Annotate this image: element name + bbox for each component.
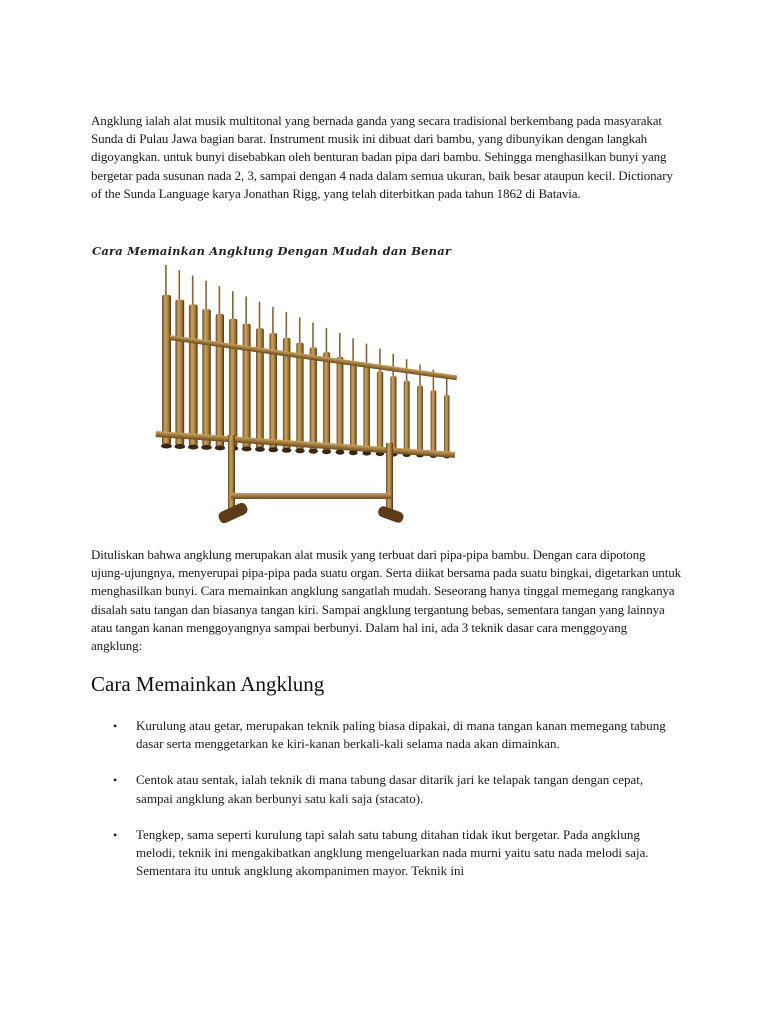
bamboo-tube <box>162 295 171 445</box>
bamboo-tube <box>243 324 251 448</box>
frame-leg-right <box>386 443 393 515</box>
bamboo-tube-base <box>242 446 252 451</box>
intro-paragraph: Angklung ialah alat musik multitonal yang bernada ganda yang secara tradisional berkembang pada masyarakat Sunda di Pulau Jawa bagian barat. Instrument musik ini dibuat dari bambu, yang dibunyikan dengan langkah digoyangkan. untuk bunyi disebabkan oleh benturan badan pipa dari bambu. Sehingga menghasilkan bunyi yang bergetar pada susunan nada 2, 3, sampai dengan 4 nada dalam semua ukuran, baik besar ataupun kecil. Dictionary of the Sunda Language karya Jonathan Rigg, yang telah diterbitkan pada tahun 1862 di Batavia. <box>91 113 673 201</box>
bamboo-tube <box>337 357 344 451</box>
bamboo-tube <box>417 386 423 455</box>
bamboo-tube-base <box>282 448 292 453</box>
list-item-text: Tengkep, sama seperti kurulung tapi salah satu tabung ditahan tidak ikut bergetar. Pada angklung melodi, teknik ini mengakibatkan angklung mengeluarkan nada murni yaitu satu nada melodi saja. Sementara itu untuk angklung akompanimen mayor. Teknik ini <box>136 826 649 879</box>
description-paragraph: Dituliskan bahwa angklung merupakan alat musik yang terbuat dari pipa-pipa bambu. Dengan cara dipotong ujung-ujungnya, menyerupai pipa-pipa pada suatu organ. Serta diikat bersama pada suatu bingkai, digetarkan untuk menghasilkan bunyi. Cara memainkan angklung sangatlah mudah. Seseorang hanya tinggal memegang rangkanya disalah satu tangan dan biasanya tangan kiri. Sampai angklung tergantung bebas, sementara tangan yang lainnya atau tangan kanan menggoyangnya sampai berbunyi. Dalam hal ini, ada 3 teknik dasar cara menggoyang angklung: <box>91 547 682 654</box>
bamboo-tube-tip <box>179 270 181 300</box>
list-item <box>91 717 681 753</box>
section-heading: Cara Memainkan Angklung <box>91 672 325 696</box>
bamboo-tube-tip <box>339 333 341 357</box>
bamboo-tube <box>216 314 224 447</box>
bamboo-tube-tip <box>245 296 247 323</box>
list-item <box>91 771 681 807</box>
bullet-icon: • <box>113 827 118 842</box>
technique-list <box>91 717 681 898</box>
bamboo-tube-base <box>215 445 225 450</box>
frame-leg-left <box>228 435 235 515</box>
bamboo-tube <box>323 352 330 451</box>
bamboo-tube <box>202 309 211 446</box>
bamboo-tube-base <box>295 448 304 453</box>
figure-caption: Cara Memainkan Angklung Dengan Mudah dan Benar <box>92 244 452 258</box>
bamboo-tube-tip <box>326 328 328 352</box>
bamboo-tube-base <box>322 449 331 454</box>
list-item-text: Centok atau sentak, ialah teknik di mana tabung dasar ditarik jari ke telapak tangan dengan cepat, sampai angklung akan berbunyi satu kali saja (stacato). <box>136 772 644 806</box>
bamboo-tube-tip <box>272 307 274 333</box>
bamboo-tubes <box>161 265 451 459</box>
list-item <box>91 826 681 881</box>
bamboo-tube <box>444 395 450 455</box>
bamboo-tube-tip <box>286 312 288 338</box>
bamboo-tube-tip <box>352 338 354 361</box>
list-item-text: Kurulung atau getar, merupakan teknik paling biasa dipakai, di mana tangan kanan memegang tabung dasar serta menggetarkan ke kiri-kanan berkali-kali selama nada akan dimainkan. <box>136 718 666 752</box>
bamboo-tube <box>350 362 357 452</box>
frame-rail-bottom <box>156 431 456 458</box>
bamboo-tube-base <box>255 447 265 452</box>
bamboo-tube-tip <box>299 317 301 342</box>
bamboo-tube-tip <box>192 276 194 305</box>
bamboo-tube-tip <box>312 323 314 348</box>
bamboo-tube-base <box>188 445 199 450</box>
bullet-icon: • <box>113 719 118 733</box>
bamboo-tube <box>256 328 264 448</box>
bamboo-tube-tip <box>232 291 234 319</box>
bamboo-tube-base <box>269 447 279 452</box>
bamboo-tube-tip <box>165 265 167 295</box>
bamboo-tube <box>189 305 198 446</box>
bamboo-tube-base <box>309 449 318 454</box>
bamboo-tube <box>310 347 317 450</box>
bamboo-tube-tip <box>219 286 221 314</box>
bamboo-tube-tip <box>259 302 261 329</box>
bamboo-tube-tip <box>205 281 207 310</box>
bamboo-tube <box>404 381 410 454</box>
bamboo-tube <box>175 300 184 446</box>
bullet-icon: • <box>113 773 118 788</box>
bamboo-tube-base <box>161 444 172 449</box>
bamboo-tube <box>377 371 383 452</box>
bamboo-tube <box>390 376 396 453</box>
bamboo-tube-base <box>336 450 345 455</box>
frame-crossbar <box>231 493 391 499</box>
bamboo-tube <box>431 390 437 454</box>
bamboo-tube-base <box>174 444 185 449</box>
bamboo-tube <box>363 366 370 452</box>
angklung-image <box>148 255 464 535</box>
bamboo-tube-tip <box>392 354 394 376</box>
bamboo-tube-base <box>201 445 212 450</box>
bamboo-tube <box>229 319 237 448</box>
